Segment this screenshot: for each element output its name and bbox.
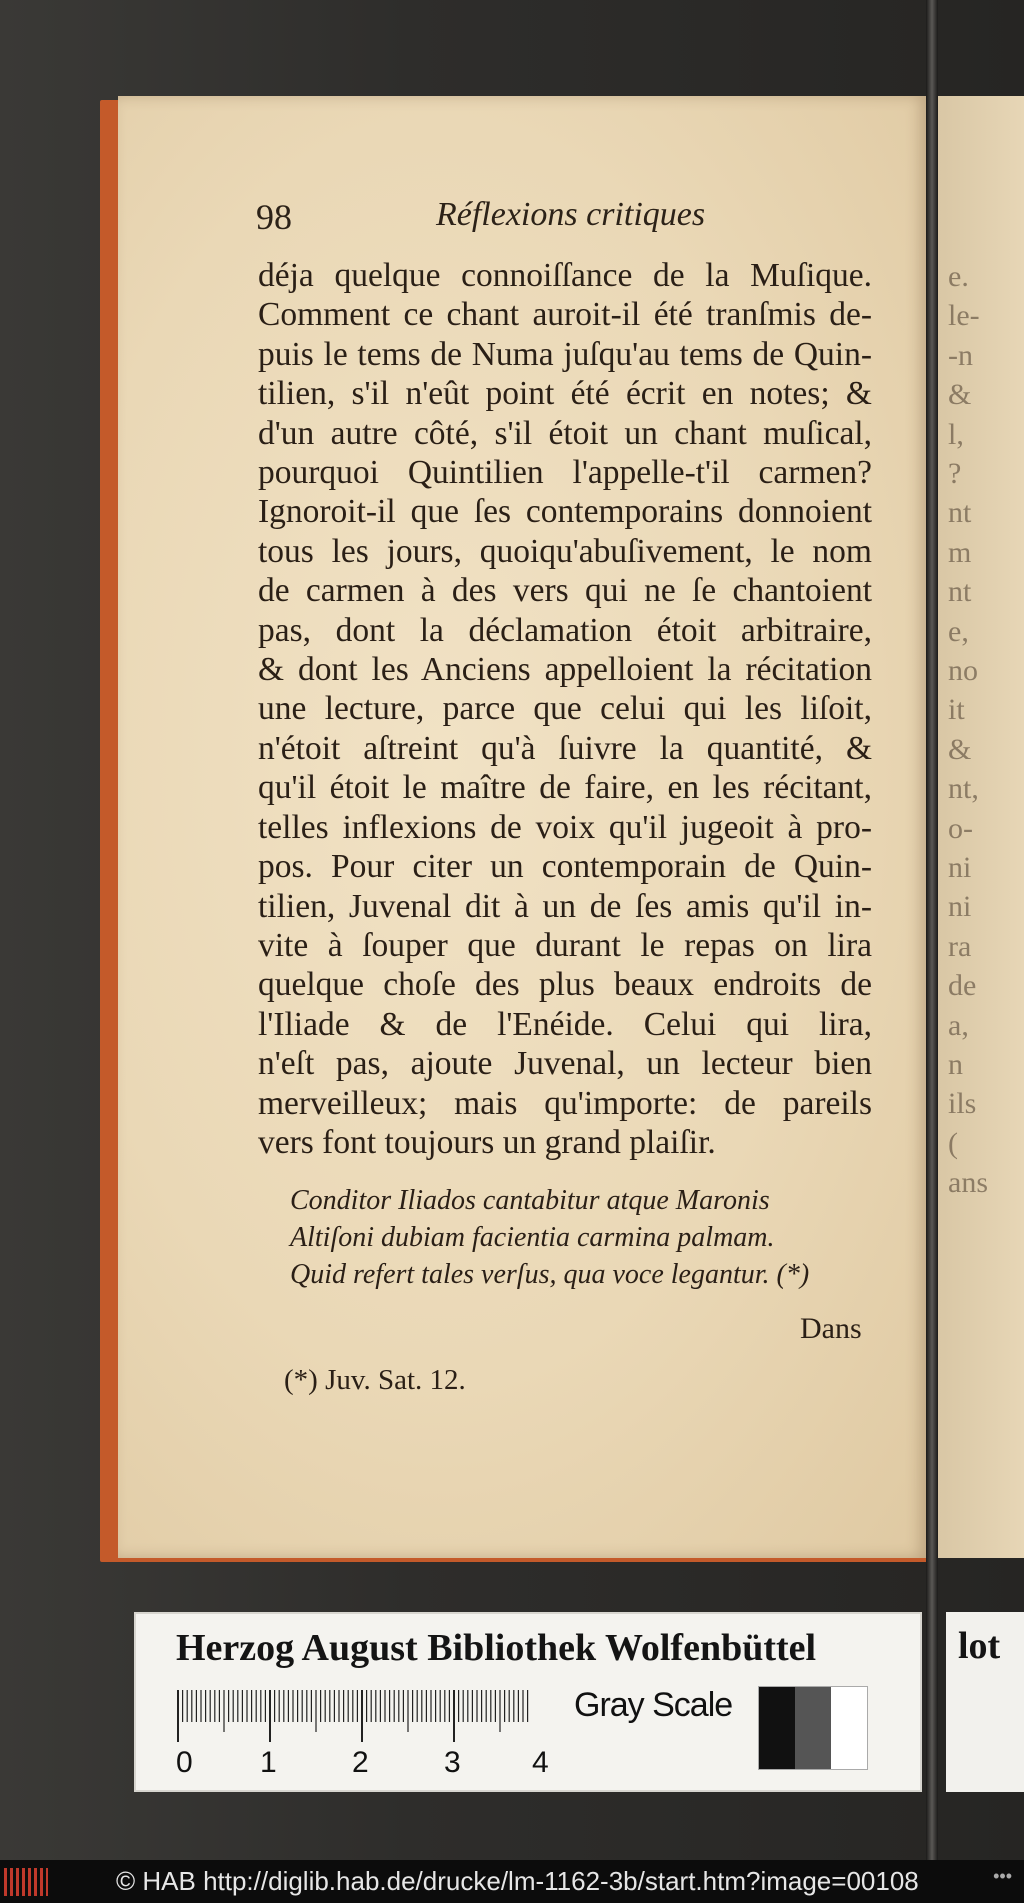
gray-swatch xyxy=(831,1687,867,1769)
text-line: quelque choſe des plus beaux endroits de xyxy=(258,966,872,1004)
next-page-fragment: nt xyxy=(948,496,972,530)
gray-swatches xyxy=(758,1686,868,1770)
text-line: pourquoi Quintilien l'appelle-t'il carmen? xyxy=(258,454,872,492)
text-line: une lecture, parce que celui qui les liſoit, xyxy=(258,690,872,728)
status-url[interactable]: © HAB http://diglib.hab.de/drucke/lm-1162-3b/start.htm?image=00108 xyxy=(116,1866,919,1896)
card-title: Herzog August Bibliothek Wolfenbüttel xyxy=(176,1627,817,1669)
ruler xyxy=(176,1686,556,1786)
book-gutter xyxy=(926,0,938,1860)
next-card-text: lot xyxy=(958,1625,1001,1667)
ruler-label-3: 3 xyxy=(444,1746,461,1779)
verse-quotation xyxy=(290,1182,890,1293)
text-line: Comment ce chant auroit-il été tranſmis de- xyxy=(258,296,872,334)
next-page-fragment: l, xyxy=(948,417,964,451)
next-card-fragment xyxy=(946,1612,1024,1792)
verse-line: Altiſoni dubiam facientia carmina palmam. xyxy=(290,1222,775,1253)
gray-swatch xyxy=(759,1687,795,1769)
text-line: tilien, Juvenal dit à un de ſes amis qu'il in- xyxy=(258,887,872,925)
text-line: n'étoit aſtreint qu'à ſuivre la quantité, & xyxy=(258,729,872,767)
next-page-fragment: m xyxy=(948,535,972,569)
ruler-ticks xyxy=(176,1686,556,1746)
text-line: pas, dont la déclamation étoit arbitraire, xyxy=(258,611,872,649)
hab-logo-icon xyxy=(4,1868,48,1896)
next-page-fragment: e. xyxy=(948,260,969,293)
text-line: déja quelque connoiſſance de la Muſique. xyxy=(258,257,872,294)
next-page-fragment: ? xyxy=(948,457,962,490)
next-page-fragment: & xyxy=(948,732,972,766)
text-line: merveilleux; mais qu'importe: de pareils xyxy=(258,1084,872,1122)
text-line: Ignoroit-il que ſes contemporains donnoient xyxy=(258,493,872,531)
next-page-fragment: it xyxy=(948,693,965,727)
ruler-label-2: 2 xyxy=(352,1746,369,1779)
next-page-fragment: -n xyxy=(948,338,973,372)
text-line: de carmen à des vers qui ne ſe chantoient xyxy=(258,572,872,610)
status-bar xyxy=(0,1860,1024,1903)
text-line: l'Iliade & de l'Enéide. Celui qui lira, xyxy=(258,1005,872,1043)
body-text xyxy=(258,256,872,1162)
page-header xyxy=(256,196,876,246)
ruler-label-1: 1 xyxy=(260,1746,277,1779)
next-page-fragment: nt, xyxy=(948,772,979,806)
text-line: vite à ſouper que durant le repas on lira xyxy=(258,926,872,964)
verse-line: Conditor Iliados cantabitur atque Maronis xyxy=(290,1185,770,1216)
next-page-fragment: o- xyxy=(948,811,973,845)
text-line: pos. Pour citer un contemporain de Quin- xyxy=(258,848,872,886)
text-line: telles inflexions de voix qu'il jugeoit à pro- xyxy=(258,808,872,846)
running-title: Réflexions critiques xyxy=(436,196,706,233)
next-page-fragment: ils xyxy=(948,1087,977,1121)
next-page-fragment: ni xyxy=(948,890,972,924)
text-line: tilien, s'il n'eût point été écrit en notes; & xyxy=(258,375,872,413)
text-line: vers font toujours un grand plaiſir. xyxy=(258,1123,716,1161)
next-page-fragment: ni xyxy=(948,851,972,884)
status-dots: ••• xyxy=(993,1866,1012,1886)
gray-scale-label: Gray Scale xyxy=(574,1686,733,1724)
color-calibration-card xyxy=(134,1612,922,1792)
text-line: qu'il étoit le maître de faire, en les récitant, xyxy=(258,769,872,807)
ruler-label-4: 4 xyxy=(532,1746,549,1779)
next-page-fragment: n xyxy=(948,1048,963,1081)
next-page-fragment: nt xyxy=(948,575,972,609)
page-number: 98 xyxy=(256,197,292,237)
next-page-fragment: ans xyxy=(948,1166,988,1200)
next-page-fragment: de xyxy=(948,969,977,1003)
next-page-fragment: & xyxy=(948,378,972,412)
next-page-fragment: e, xyxy=(948,614,969,648)
gray-swatch xyxy=(795,1687,831,1769)
next-page-fragment: ( xyxy=(948,1126,958,1160)
next-page-fragment: le- xyxy=(948,299,980,333)
catchword: Dans xyxy=(800,1312,862,1345)
next-page-fragment: a, xyxy=(948,1008,969,1042)
text-line: tous les jours, quoiqu'abuſivement, le nom xyxy=(258,532,872,570)
next-page-fragment: ra xyxy=(948,929,972,963)
text-line: & dont les Anciens appelloient la récitation xyxy=(258,651,872,689)
text-line: puis le tems de Numa juſqu'au tems de Quin- xyxy=(258,335,872,373)
text-line: d'un autre côté, s'il étoit un chant muſical, xyxy=(258,414,872,452)
footnote: (*) Juv. Sat. 12. xyxy=(284,1364,466,1396)
text-line: n'eſt pas, ajoute Juvenal, un lecteur bien xyxy=(258,1045,872,1083)
next-page-sliver xyxy=(938,96,1024,1558)
verse-line: Quid refert tales verſus, qua voce legantur. (*) xyxy=(290,1259,810,1290)
next-page-fragment: no xyxy=(948,654,978,687)
ruler-label-0: 0 xyxy=(176,1746,193,1779)
